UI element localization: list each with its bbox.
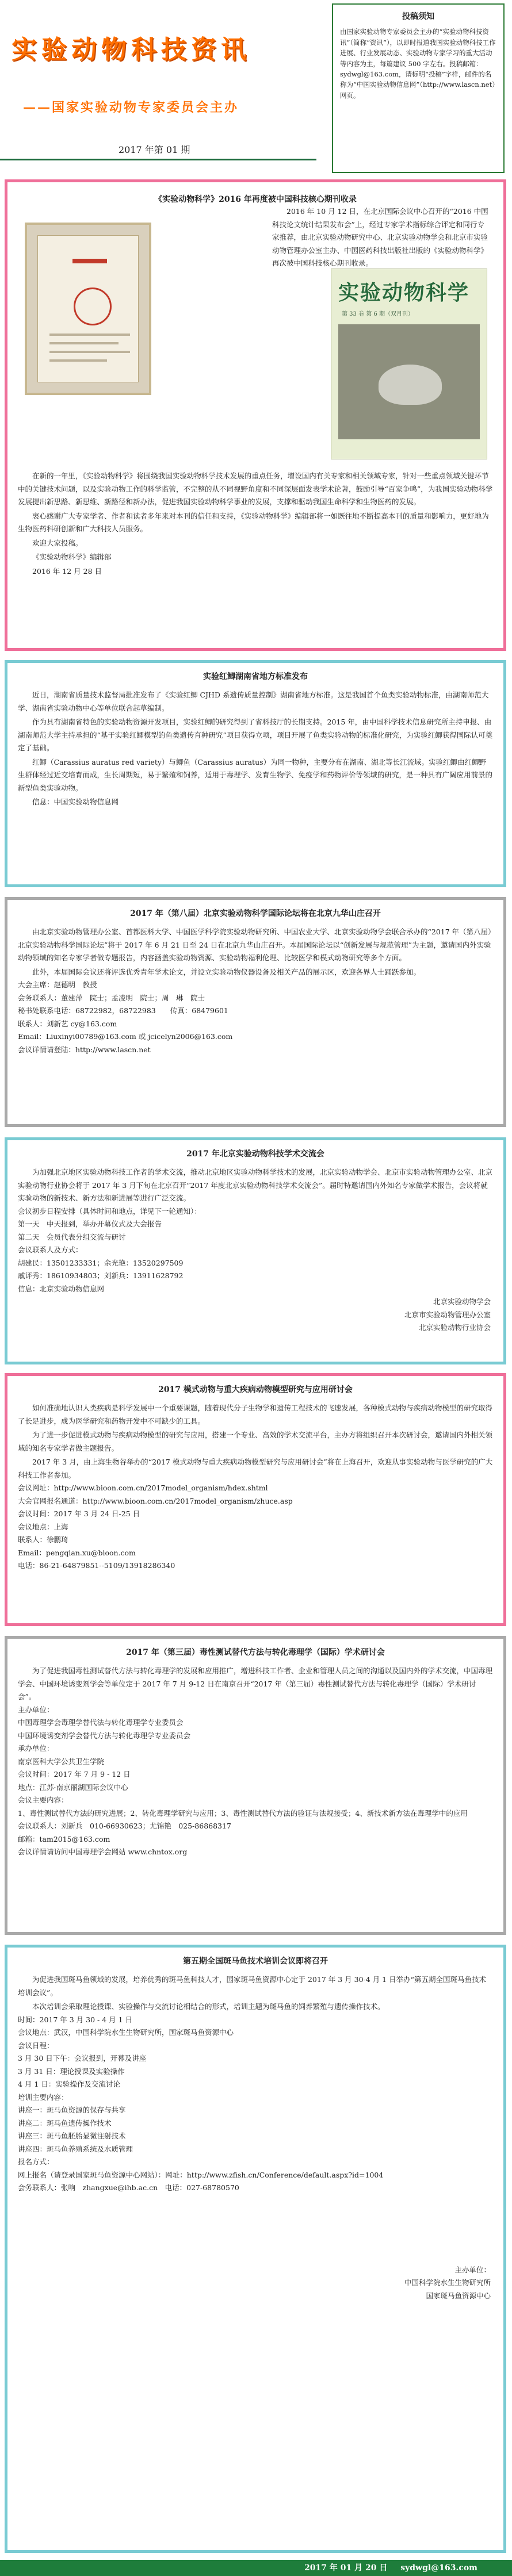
- organizer: 北京实验动物行业协会: [418, 1323, 491, 1332]
- info-line: 会议联系人：刘新兵 010-66930623；尤锦艳 025-86868317: [18, 1822, 231, 1831]
- info-line: 讲座一：斑马鱼资源的保存与共享: [18, 2106, 126, 2115]
- section-toxicology-symposium: [5, 1636, 506, 1935]
- info-line: 会议详情请登陆：http://www.lascn.net: [18, 1045, 151, 1054]
- notice-title: 投稿须知: [402, 12, 434, 21]
- info-line: 会议地点：上海: [18, 1522, 68, 1531]
- indexing-announcement: 2016 年 10 月 12 日，在北京国际会议中心召开的“2016 中国科技论文统计结果发布会”上，经过专家学术指标综合评定和同行专家推荐，由北京实验动物研究中心、北京实验动物学会和北京市实验动物管理办公室主办、中国医药科技出版社出版的《实验动物科学》再次被中国科技核心期刊收录。: [272, 207, 488, 267]
- organizer: 北京市实验动物管理办公室: [404, 1310, 491, 1319]
- section-beijing-exchange: [5, 1137, 506, 1364]
- paragraph: 此外，本届国际会议还将评选优秀青年学术论文，并设立实验动物仪器设备及相关产品的展示区，欢迎各界人士踊跃参加。: [32, 967, 421, 976]
- paragraph: 由北京实验动物管理办公室、首都医科大学、中国医学科学院实验动物研究所、中国农业大学、北京实验动物学会联合承办的“2017 年（第八届）北京实验动物科学国际论坛”将于 2017 年 6 月 21 日至 24 日在北京九华山庄召开。本届国际论坛以“创新发展与规范管理”为主题，邀请国内外实验动物领域的知名专家学者做专题报告，内容涵盖实验动物资源、实验动物福利伦理、比较医学和模式动物研究等多个方面。: [18, 927, 492, 963]
- section-title: 《实验动物科学》2016 年再度被中国科技核心期刊收录: [154, 195, 357, 204]
- source-line: 信息：北京实验动物信息网: [18, 1284, 105, 1293]
- masthead: [0, 0, 322, 172]
- organizer: 中国科学院水生生物研究所: [404, 2278, 491, 2287]
- footer-email: sydwgl@163.com: [400, 2563, 477, 2573]
- submission-notice: [332, 3, 505, 173]
- info-line: Email：pengqian.xu@bioon.com: [18, 1548, 136, 1557]
- journal-cover-title: 实验动物科学: [338, 281, 470, 305]
- mouse-icon: [379, 365, 442, 405]
- info-line: 会议时间：2017 年 7 月 9 - 12 日: [18, 1770, 131, 1779]
- section-title: 2017 模式动物与重大疾病动物模型研究与应用研讨会: [158, 1385, 353, 1394]
- info-line: 邮箱：tam2015@163.com: [18, 1834, 110, 1843]
- organizer: 主办单位：: [454, 2265, 491, 2274]
- organizer: 北京实验动物学会: [433, 1297, 491, 1306]
- info-line: 联系人：刘新艺 cy@163.com: [18, 1019, 117, 1028]
- info-line: Email：Liuxinyi00789@163.com 或 jcicelyn2006@163.com: [18, 1032, 233, 1041]
- info-line: 3 月 30 日下午：会议报到，开幕及讲座: [18, 2054, 147, 2063]
- section-title: 第五期全国斑马鱼技术培训会议即将召开: [183, 1957, 328, 1966]
- paragraph: 在新的一年里，《实验动物科学》将围绕我国实验动物科学技术发展的重点任务，增设国内有关专家和相关领域专家，针对一些重点领域关键环节中的关键技术问题，以及实验动物工作的科学监管，不完整的从不同视野角度和不同深层面发表学术论著，鼓励引导“百家争鸣”，为我国实验动物科学发展提出新思路、新思维、新路径和新办法，促进我国实验动物科学事业的发展，支撑和驱动我国生命科学和生物医药的发展。: [18, 471, 493, 506]
- info-line: 1、毒性测试替代方法的研究进展；2、转化毒理学研究与应用；3、毒性测试替代方法的验证与法规接受；4、新技术新方法在毒理学中的应用: [18, 1808, 468, 1818]
- paragraph: 衷心感谢广大专家学者、作者和读者多年来对本刊的信任和支持，《实验动物科学》编辑部将一如既往地不断提高本刊的质量和影响力，更好地为生物医药科研创新和广大科技人员服务。: [18, 511, 489, 533]
- section-zebrafish-training: [5, 1945, 506, 2553]
- paragraph: 作为具有湖南省特色的实验动物资源开发项目，实验红鲫的研究得到了省科技厅的长期支持。2015 年，由中国科学技术信息研究所主持申报、由湖南师范大学主持承担的“基于实验红鲫模型的鱼类遗传育种研究”项目获得立项，项目开展了鱼类实验动物的标准化研究，为实验红鲫获得国际认可奠定了基础。: [18, 718, 493, 753]
- info-line: 会议初步日程安排（具体时间和地点，详见下一轮通知）：: [18, 1206, 201, 1216]
- paragraph: 为促进我国斑马鱼领域的发展，培养优秀的斑马鱼科技人才，国家斑马鱼资源中心定于 2017 年 3 月 30-4 月 1 日举办“第五期全国斑马鱼技术培训会议”。: [18, 1975, 486, 1997]
- journal-cover-image: [331, 269, 487, 459]
- info-line: 会议详情请访问中国毒理学会网站 www.chntox.org: [18, 1847, 188, 1857]
- section-beijing-forum: [5, 897, 506, 1127]
- info-line: 电话：86-21-64879851--5109/13918286340: [18, 1561, 175, 1570]
- info-line: 培训主要内容：: [18, 2092, 68, 2102]
- info-line: 报名方式：: [18, 2157, 54, 2167]
- info-line: 讲座四：斑马鱼养殖系统及水质管理: [18, 2144, 133, 2153]
- info-line: 承办单位：: [18, 1744, 54, 1753]
- section-title: 2017 年（第八届）北京实验动物科学国际论坛将在北京九华山庄召开: [130, 909, 381, 918]
- info-line: 胡建民：13501233331；余光艳：13520297509: [18, 1258, 184, 1267]
- info-line: 大会主席：赵德明 教授: [18, 980, 97, 990]
- info-line: 秘书处联系电话：68722982，68722983 传真：68479601: [18, 1006, 228, 1015]
- journal-cover-subtitle: 第 33 卷 第 6 期（双月刊）: [342, 311, 414, 317]
- paragraph: 红鲫（Carassius auratus red variety）与鲫鱼（Carassius auratus）为同一物种，主要分布在湖南、湖北等长江流域。实验红鲫由红鲫野生群体经过近交培育而成，生长周期短，易于繁殖和饲养，适用于毒理学、发育生物学、免疫学和药物评价等领域的研究，是一种具有广阔应用前景的新型鱼类实验动物。: [18, 757, 493, 792]
- info-line: 会务联系人：董建萍 院士；孟凌明 院士；周 琳 院士: [18, 993, 205, 1002]
- info-line: 4 月 1 日：实验操作及交流讨论: [18, 2080, 120, 2089]
- source-line: 信息：中国实验动物信息网: [32, 798, 119, 807]
- paragraph: 为了促进我国毒性测试替代方法与转化毒理学的发展和应用推广，增进科技工作者、企业和管理人员之间的沟通以及国内外的学术交流，中国毒理学会、中国环境诱变剂学会等单位定于 2017 年 7 月 9-12 日在南京召开“2017 年（第三届）毒性测试替代方法与转化毒理学（国际）学术研讨会”。: [18, 1666, 493, 1701]
- paragraph: 为加强北京地区实验动物科技工作者的学术交流，推动北京地区实验动物科学技术的发展，北京实验动物学会、北京市实验动物管理办公室、北京实验动物行业协会将于 2017 年 3 月下旬在北京召开“2017 年度北京实验动物科技学术交流会”。届时特邀请国内外知名专家做学术报告，会议将就实验动物的新技术、新方法和新进展等进行广泛交流。: [18, 1168, 493, 1203]
- info-line: 地点：江苏·南京丽湖国际会议中心: [18, 1782, 128, 1792]
- footer: [304, 2562, 477, 2573]
- masthead-divider: [0, 159, 316, 160]
- newsletter-subtitle: ——国家实验动物专家委员会主办: [23, 101, 239, 115]
- notice-body: 由国家实验动物专家委员会主办的“实验动物科技资讯”（简称“资讯”），以即时报道我国实验动物科技工作进展、行业发展动态、实验动物专家学习的重大活动等内容为主，每篇建议 500 字左右。投稿邮箱：sydwgl@163.com，请标明“投稿”字样，邮件的名称为“中国实验动物信息网”（http://www.lascn.net）网页。: [340, 28, 496, 99]
- paragraph: 2017 年 3 月，由上海生物谷举办的“2017 模式动物与重大疾病动物模型研究与应用研讨会”将在上海召开，欢迎从事实验动物与医学研究的广大科技工作者参加。: [18, 1458, 493, 1479]
- paragraph: 近日，湖南省质量技术监督局批准发布了《实验红鲫 CJHD 系遗传质量控制》湖南省地方标准。这是我国首个鱼类实验动物标准，由湖南师范大学、湖南省实验动物中心等单位联合起草编制。: [18, 691, 489, 712]
- info-line: 大会官网报名通道：http://www.bioon.com.cn/2017model_organism/zhuce.asp: [18, 1496, 293, 1505]
- info-line: 讲座三：斑马鱼胚胎显微注射技术: [18, 2132, 126, 2141]
- info-line: 戚评秀：18610934803；刘新兵：13911628792: [18, 1271, 184, 1281]
- info-line: 会议日程：: [18, 2041, 54, 2050]
- issue-number: 2017 年第 01 期: [119, 144, 190, 155]
- section-title: 2017 年（第三届）毒性测试替代方法与转化毒理学（国际）学术研讨会: [126, 1648, 385, 1657]
- section-model-animal-symposium: [5, 1373, 506, 1626]
- footer-date: 2017 年 01 月 20 日: [304, 2563, 388, 2573]
- section-red-crucian-standard: [5, 660, 506, 887]
- info-line: 时间：2017 年 3 月 30 - 4 月 1 日: [18, 2015, 133, 2024]
- section-title: 实验红鲫湖南省地方标准发布: [203, 672, 308, 681]
- signature: 《实验动物科学》编辑部: [32, 553, 112, 561]
- paragraph: 如何准确地认识人类疾病是科学发展中一个重要课题，随着现代分子生物学和遗传工程技术的飞速发展，各种模式动物与疾病动物模型的研究取得了长足进步，成为医学研究和药物开发中不可缺少的工具。: [18, 1404, 493, 1425]
- info-line: 3 月 31 日：理论授课及实验操作: [18, 2067, 125, 2076]
- section-title: 2017 年北京实验动物科技学术交流会: [186, 1149, 324, 1159]
- section-journal-indexed: [5, 179, 506, 651]
- certificate-image: [25, 223, 151, 395]
- info-line: 中国环境诱变剂学会替代方法与转化毒理学专业委员会: [18, 1731, 191, 1740]
- info-line: 网上报名（请登录国家斑马鱼资源中心网站）：网址：http://www.zfish.cn/Conference/default.aspx?id=1004: [18, 2170, 384, 2179]
- info-line: 会务联系人：张响 zhangxue@ihb.ac.cn 电话：027-68780570: [18, 2183, 239, 2192]
- newsletter-title: 实验动物科技资讯: [12, 35, 251, 64]
- section-body: [18, 470, 493, 578]
- info-line: 第一天 中天报到，举办开幕仪式及大会报告: [18, 1220, 162, 1229]
- paragraph: 本次培训会采取理论授课、实验操作与交流讨论相结合的形式，培训主题为斑马鱼的饲养繁殖与遗传操作技术。: [32, 2002, 385, 2011]
- info-line: 中国毒理学会毒理学替代法与转化毒理学专业委员会: [18, 1718, 184, 1727]
- info-line: 第二天 会员代表分组交流与研讨: [18, 1232, 126, 1241]
- seal-icon: [74, 288, 112, 325]
- paragraph: 为了进一步促进模式动物与疾病动物模型的研究与应用，搭建一个专业、高效的学术交流平台，主办方将组织召开本次研讨会，邀请国内外相关领域的知名专家学者做主题报告。: [18, 1431, 493, 1452]
- info-line: 会议时间：2017 年 3 月 24 日-25 日: [18, 1509, 140, 1519]
- info-line: 会议网址：http://www.bioon.com.cn/2017model_organism/hdex.shtml: [18, 1483, 268, 1493]
- paragraph: 欢迎大家投稿。: [32, 538, 83, 547]
- date: 2016 年 12 月 28 日: [32, 566, 102, 576]
- info-line: 南京医科大学公共卫生学院: [18, 1757, 105, 1766]
- info-line: 联系人：徐鹏琦: [18, 1535, 68, 1544]
- info-line: 会议主要内容：: [18, 1796, 68, 1805]
- info-line: 讲座二：斑马鱼遗传操作技术: [18, 2118, 112, 2128]
- info-line: 会议联系人及方式：: [18, 1245, 83, 1255]
- info-line: 主办单位：: [18, 1705, 54, 1714]
- info-line: 会议地点：武汉，中国科学院水生生物研究所，国家斑马鱼资源中心: [18, 2028, 234, 2037]
- organizer: 国家斑马鱼资源中心: [426, 2291, 491, 2300]
